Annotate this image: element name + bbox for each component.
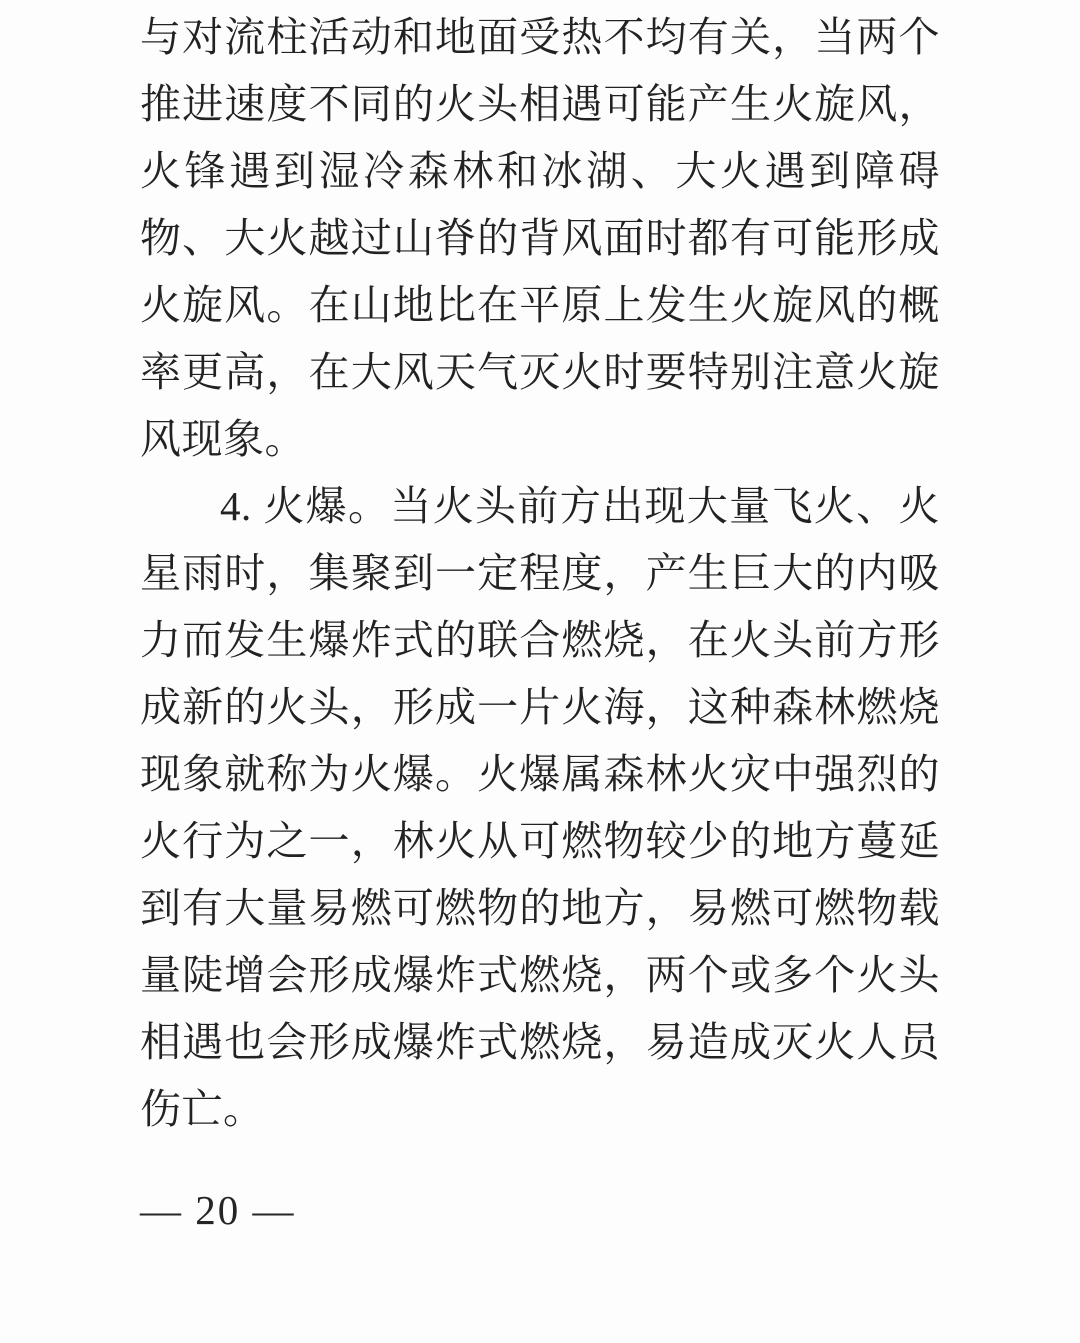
text-line: 率更高，在大风天气灭火时要特别注意火旋 [140,349,940,395]
footer-page-number: — 20 — [140,1187,296,1233]
text-line: 伤亡。 [140,1086,265,1132]
text-line: 风现象。 [140,416,306,462]
text-line: 到有大量易燃可燃物的地方，易燃可燃物载 [140,885,940,931]
text-line: 相遇也会形成爆炸式燃烧，易造成灭火人员 [140,1019,940,1065]
text-line: 量陡增会形成爆炸式燃烧，两个或多个火头 [140,952,940,998]
text-line: 力而发生爆炸式的联合燃烧，在火头前方形 [140,617,940,663]
text-column [140,4,940,1143]
text-line: 火旋风。在山地比在平原上发生火旋风的概 [140,282,940,328]
text-line: 星雨时，集聚到一定程度，产生巨大的内吸 [140,550,940,596]
text-line: 现象就称为火爆。火爆属森林火灾中强烈的 [140,751,940,797]
text-line-paragraph-start: 4. 火爆。当火头前方出现大量飞火、火 [220,483,940,529]
text-line: 火锋遇到湿冷森林和冰湖、大火遇到障碍 [140,148,940,194]
text-line: 推进速度不同的火头相遇可能产生火旋风， [140,81,940,127]
text-line: 成新的火头，形成一片火海，这种森林燃烧 [140,684,940,730]
text-line: 物、大火越过山脊的背风面时都有可能形成 [140,215,940,261]
text-line: 火行为之一，林火从可燃物较少的地方蔓延 [140,818,940,864]
text-line: 与对流柱活动和地面受热不均有关，当两个 [140,14,940,60]
